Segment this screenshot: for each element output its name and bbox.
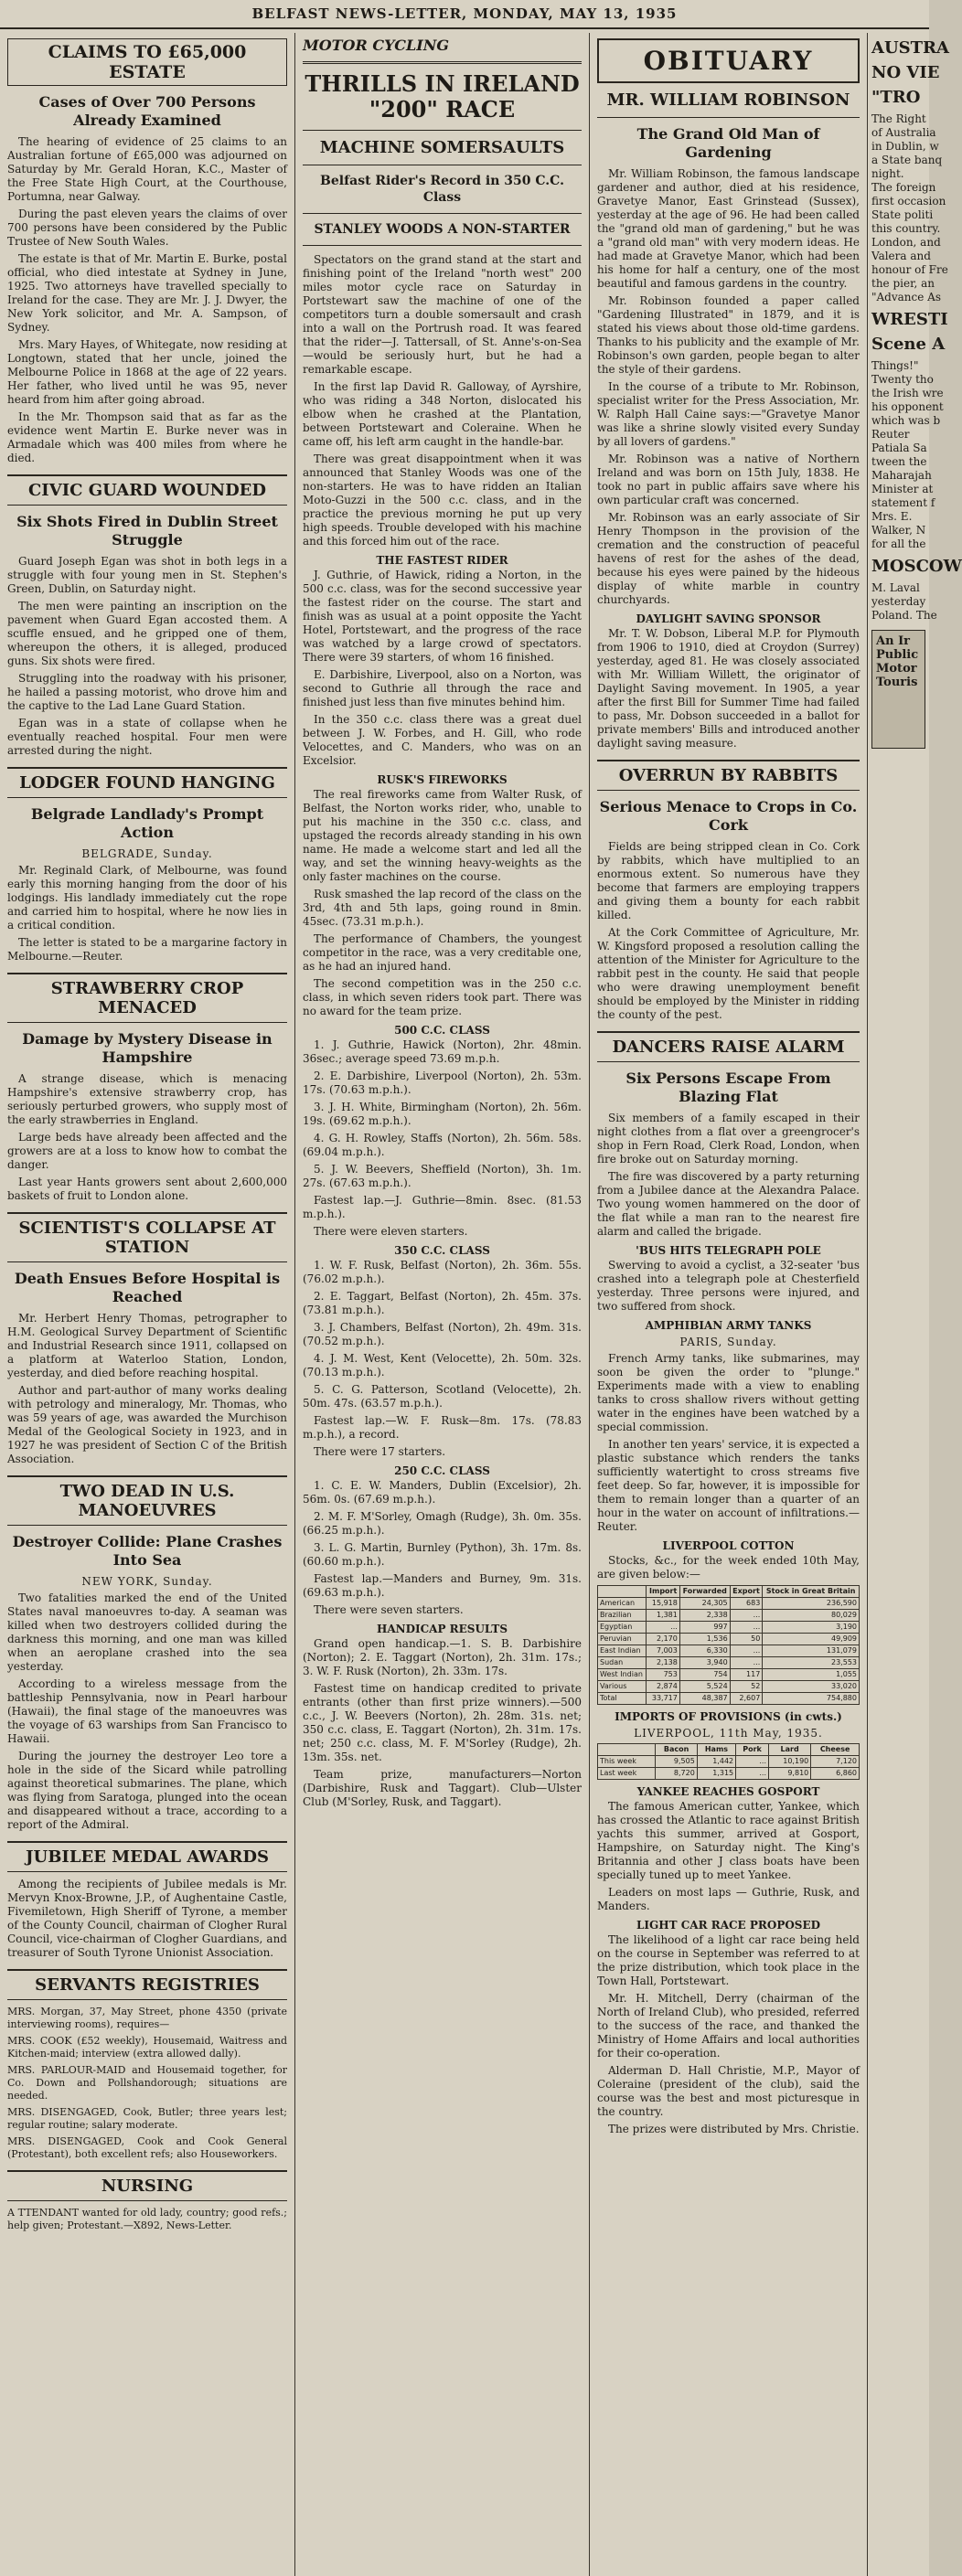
class500-result: 5. J. W. Beevers, Sheffield (Norton), 3h. 1m. 27s. (67.63 m.p.h.). [303,1163,582,1189]
column-4-text [871,581,937,623]
claims-para: During the past eleven years the claims of over 700 persons have been considered by the Public Trustee of New South Wales. [7,208,287,248]
class250-result: 3. L. G. Martin, Burnley (Python), 3h. 17m. 8s. (60.60 m.p.h.). [303,1541,582,1568]
class250-title: 250 C.C. CLASS [394,1464,490,1477]
bus-para: Swerving to avoid a cyclist, a 32-seater 'bus crashed into a telegraph pole at Chesterfield yesterday. Three persons were injured, and two suffered from shock. [597,1259,860,1313]
class350-result: Fastest lap.—W. F. Rusk—8m. 17s. (78.83 m.p.h.), a record. [303,1414,582,1441]
lightcar-title: LIGHT CAR RACE PROPOSED [636,1919,821,1932]
jubilee-para: Among the recipients of Jubilee medals is Mr. Mervyn Knox-Browne, J.P., of Aughentaine Castle, Fivemiletown, High Sheriff of Tyrone, a member of the County Council, chairman of Clogher Rural Council, vice-chairman of Clogher Guardians, and treasurer of South Tyrone Unionist Association. [7,1878,287,1959]
civic-para: The men were painting an inscription on the pavement when Guard Egan accosted them. A scuffle ensued, and he gripped one of them, whereupon the others, it is alleged, produced guns. Six shots were fired. [7,600,287,667]
fireworks-para: Rusk smashed the lap record of the class on the 3rd, 4th and 5th laps, going round in 8min. 45sec. (73.31 m.p.h.). [303,888,582,928]
table-header-row [598,1744,860,1756]
text-line: London, and [871,236,941,249]
servants-title: SERVANTS REGISTRIES [7,1969,287,2000]
text-line: The foreign [871,181,936,194]
table-header: Cheese [811,1744,860,1756]
claims-para: The hearing of evidence of 25 claims to an Australian fortune of £65,000 was adjourned on Saturday by Mr. Gerald Horan, K.C., Master of the Free State High Court, at the Courthouse, Portumna, near Galway. [7,135,287,203]
table-cell: 131,079 [763,1645,860,1657]
tanks-para: French Army tanks, like submarines, may soon be given the order to "plunge." Experiments made with a view to enabling tanks to cross shallow rivers without getting water in the engines have been watched by a special commission. [597,1352,860,1433]
civic-para: Struggling into the roadway with his prisoner, he hailed a passing motorist, who drove him and the captive to the Lad Lane Guard Station. [7,672,287,712]
text-line: honour of Fre [871,263,948,276]
class500-result: 1. J. Guthrie, Hawick (Norton), 2hr. 48min. 36sec.; average speed 73.69 m.p.h. [303,1038,582,1065]
table-cell: Peruvian [598,1634,647,1645]
class250-result: There were seven starters. [314,1603,464,1616]
divider [597,117,860,118]
table-cell: 1,055 [763,1669,860,1681]
civic-para: Egan was in a state of collapse when he eventually reached hospital. Four men were arrested during the night. [7,717,287,757]
table-cell: 1,442 [697,1756,735,1768]
text-line: Walker, N [871,524,926,537]
manoeuvres-para: During the journey the destroyer Leo tore a hole in the side of the Sicard while patrolling against theoretical submarines. The plane, which was flying from Saratoga, plunged into the ocean and disappeared without a trace, according to a report of the Admiral. [7,1750,287,1831]
wrestling-headline: WRESTI [871,310,948,329]
table-header: Lard [769,1744,811,1756]
table-header-row [598,1586,860,1598]
motor-kicker: MOTOR CYCLING [303,37,449,54]
table-header: Forwarded [679,1586,730,1598]
table-cell: 23,553 [763,1657,860,1669]
table-cell: 7,120 [811,1756,860,1768]
provisions-table [597,1743,860,1780]
tanks-title: AMPHIBIAN ARMY TANKS [645,1319,812,1332]
text-line: yesterday [871,595,926,608]
table-cell: 6,330 [679,1645,730,1657]
table-cell: 52 [730,1681,763,1693]
divider [303,245,582,246]
table-cell: 683 [730,1598,763,1610]
table-row [598,1693,860,1705]
table-cell: 24,305 [679,1598,730,1610]
tanks-dateline: PARIS, Sunday. [679,1336,777,1348]
advertisement: An Ir Public Motor Touris [871,630,925,749]
class350-result: 3. J. Chambers, Belfast (Norton), 2h. 49m. 31s. (70.52 m.p.h.). [303,1321,582,1347]
provisions-dateline: LIVERPOOL, 11th May, 1935. [634,1727,823,1740]
text-line: Minister at [871,483,934,495]
motor-subhead: Belfast Rider's Record in 350 C.C. Class [320,174,564,205]
tanks-para: In another ten years' service, it is expected a plastic substance which renders the tanks sufficiently watertight to cross streams five feet deep. So far, however, it is impossible for them to remain longer than a quarter of an hour in the water on account of infiltrations.—Reuter. [597,1438,860,1533]
table-row [598,1645,860,1657]
fastest-para: E. Darbishire, Liverpool, also on a Norton, was second to Guthrie all through the race and finished just less than five minutes behind him. [303,668,582,708]
table-row [598,1669,860,1681]
class500-result: Fastest lap.—J. Guthrie—8min. 8sec. (81.53 m.p.h.). [303,1194,582,1220]
nursing-ad: A TTENDANT wanted for old lady, country; good refs.; help given; Protestant.—X892, News-Letter. [7,2207,287,2231]
table-cell: Last week [598,1768,656,1780]
text-line: first occasion [871,195,946,208]
text-line: State politi [871,208,934,221]
lightcar-para: The prizes were distributed by Mrs. Christie. [608,2123,860,2135]
robinson-headline: The Grand Old Man of Gardening [636,125,820,161]
text-line: Reuter [871,428,910,441]
table-cell: Various [598,1681,647,1693]
text-line: in Dublin, w [871,140,939,153]
masthead: BELFAST NEWS-LETTER, MONDAY, MAY 13, 1935 [0,0,929,29]
table-row [598,1634,860,1645]
lodger-para: The letter is stated to be a margarine factory in Melbourne.—Reuter. [7,936,287,963]
table-row [598,1681,860,1693]
table-cell: 6,860 [811,1768,860,1780]
table-row [598,1598,860,1610]
text-line: Maharajah [871,469,932,482]
dancers-headline: Six Persons Escape From Blazing Flat [625,1070,831,1105]
robinson-title: MR. WILLIAM ROBINSON [606,90,850,110]
fastest-title: THE FASTEST RIDER [376,554,508,567]
table-cell: 1,381 [647,1610,679,1622]
text-line: Things!" [871,359,919,372]
table-cell: 753 [647,1669,679,1681]
table-cell: East Indian [598,1645,647,1657]
claims-headline: Cases of Over 700 Persons Already Examined [38,93,256,129]
table-header [598,1744,656,1756]
lightcar-para: Mr. H. Mitchell, Derry (chairman of the North of Ireland Club), who presided, referred to the success of the race, and thanked the Ministry of Home Affairs and local authorities for their co-operation. [597,1992,860,2060]
text-line: "Advance As [871,291,941,303]
class350-result: 4. J. M. West, Kent (Velocette), 2h. 50m. 32s. (70.13 m.p.h.). [303,1352,582,1378]
column-4-text [871,359,944,551]
text-line: this country. [871,222,941,235]
strawberry-para: Large beds have already been affected and the growers are at a loss to know how to combat the danger. [7,1131,287,1171]
fastest-para: J. Guthrie, of Hawick, riding a Norton, in the 500 c.c. class, was for the second successive year the fastest rider on the course. The start and finish was as usual at a point opposite the Yacht Hotel, Portstewart, and the progress of the race was watched by a large crowd of spectators. There were 39 starters, of whom 16 finished. [303,569,582,664]
table-cell: 80,029 [763,1610,860,1622]
class500-result: 2. E. Darbishire, Liverpool (Norton), 2h. 53m. 17s. (70.63 m.p.h.). [303,1070,582,1096]
claims-title: CLAIMS TO £65,000 ESTATE [7,38,287,86]
civic-title: CIVIC GUARD WOUNDED [7,474,287,506]
table-cell: 48,387 [679,1693,730,1705]
fireworks-title: RUSK'S FIREWORKS [377,773,508,786]
column-1 [0,33,294,2576]
claims-para: Mrs. Mary Hayes, of Whitegate, now residing at Longtown, stated that her uncle, joined the Melbourne Police in 1868 at the age of 22 years. Her father, who lived until he was 95, never heard from him after going abroad. [7,338,287,406]
dancers-para: The fire was discovered by a party returning from a Jubilee dance at the Alexandra Palace. Two young women hammered on the door of the flat while a man ran to the nearest fire alarm and called the brigade. [597,1170,860,1238]
table-cell: 117 [730,1669,763,1681]
provisions-title: IMPORTS OF PROVISIONS (in cwts.) [615,1710,842,1723]
moscow-headline: MOSCOW [871,557,962,576]
table-cell: ... [736,1768,769,1780]
class500-title: 500 C.C. CLASS [394,1024,490,1037]
column-4 [867,33,962,2576]
text-line: a State banq [871,154,943,166]
robinson-para: Mr. Robinson founded a paper called "Gardening Illustrated" in 1879, and it is stated his views about those old-time gardens. Thanks to his publicity and the example of Mr. Robinson's own garden, people began to alter the style of their gardens. [597,294,860,376]
rabbits-para: Fields are being stripped clean in Co. Cork by rabbits, which have multiplied to an enormous extent. So numerous have they become that farmers are employing trappers and giving them a bounty for each rabbit killed. [597,840,860,921]
strawberry-para: A strange disease, which is menacing Hampshire's extensive strawberry crop, has seriously perturbed growers, who supply most of the early strawberries in England. [7,1072,287,1126]
servants-ad: MRS. DISENGAGED, Cook and Cook General (Protestant), both excellent refs; also Houseworkers. [7,2135,287,2160]
column-2 [294,33,589,2576]
text-line: Patiala Sa [871,442,927,454]
divider [303,213,582,214]
table-row [598,1756,860,1768]
class500-result: There were eleven starters. [314,1225,468,1238]
motor-headline: THRILLS IN IRELAND "200" RACE [305,70,580,122]
divider [303,130,582,131]
strawberry-para: Last year Hants growers sent about 2,600,000 baskets of fruit to London alone. [7,1176,287,1202]
strawberry-headline: Damage by Mystery Disease in Hampshire [22,1030,273,1066]
handicap-para: Team prize, manufacturers—Norton (Darbishire, Rusk and Taggart). Club—Ulster Club (M'Sorley, Rusk, and Taggart). [303,1768,582,1808]
table-cell: 1,536 [679,1634,730,1645]
table-cell: 33,717 [647,1693,679,1705]
table-row [598,1657,860,1669]
class500-result: 4. G. H. Rowley, Staffs (Norton), 2h. 56m. 58s. (69.04 m.p.h.). [303,1132,582,1158]
handicap-para: Fastest time on handicap credited to private entrants (other than first prize winners).—500 c.c., J. W. Beevers (Norton), 2h. 28m. 31s. net; 350 c.c. class, E. Taggart (Norton), 2h. 31m. 17s. net; 250 c.c. class, M. F. M'Sorley (Rudge), 2h. 13m. 35s. net. [303,1682,582,1763]
text-line: of Australia [871,126,936,139]
text-line: statement f [871,496,935,509]
table-cell: 754,880 [763,1693,860,1705]
class250-result: Fastest lap.—Manders and Burney, 9m. 31s. (69.63 m.p.h.). [303,1572,582,1599]
motor-subhead: MACHINE SOMERSAULTS [319,138,565,157]
table-cell: 3,190 [763,1622,860,1634]
scientist-headline: Death Ensues Before Hospital is Reached [14,1270,281,1305]
table-cell: 997 [679,1622,730,1634]
robinson-para: Mr. William Robinson, the famous landscape gardener and author, died at his residence, Gravetye Manor, East Grinstead (Sussex), yesterday at the age of 96. He had been called the "grand old man of gardening," but he was a "grand old man" with very modern ideas. He had made at Gravetye Manor, which had been his home for half a century, one of the most beautiful and famous gardens in the country. [597,167,860,290]
dst-para: Mr. T. W. Dobson, Liberal M.P. for Plymouth from 1906 to 1910, died at Croydon (Surrey) yesterday, aged 81. He was closely associated with Mr. William Willett, the originator of Daylight Saving movement. In 1905, a year after the first Bill for Summer Time had failed to pass, Mr. Dobson succeeded in a ballot for private members' Bills and introduced another daylight saving measure. [597,627,860,750]
dancers-title: DANCERS RAISE ALARM [597,1031,860,1062]
handicap-para: Grand open handicap.—1. S. B. Darbishire (Norton); 2. E. Taggart (Norton), 2h. 31m. 17s.; 3. W. F. Rusk (Norton), 2h. 33m. 17s. [303,1637,582,1677]
text-line: the Irish wre [871,387,944,399]
table-header: Import [647,1586,679,1598]
class350-result: 1. W. F. Rusk, Belfast (Norton), 2h. 36m. 55s. (76.02 m.p.h.). [303,1259,582,1285]
table-cell: Total [598,1693,647,1705]
scientist-para: Author and part-author of many works dealing with petrology and mineralogy, Mr. Thomas, who was 59 years of age, was awarded the Murchison Medal of the Geological Society in 1923, and in 1927 he was president of Section C of the British Association. [7,1384,287,1465]
table-cell: Sudan [598,1657,647,1669]
rabbits-headline: Serious Menace to Crops in Co. Cork [599,798,858,834]
table-cell: ... [730,1622,763,1634]
table-cell: ... [736,1756,769,1768]
table-cell: 5,524 [679,1681,730,1693]
dancers-para: Six members of a family escaped in their night clothes from a flat over a greengrocer's shop in Fern Road, Clerk Road, London, when fire broke out on Saturday morning. [597,1112,860,1166]
servants-ad: MRS. Morgan, 37, May Street, phone 4350 (private interviewing rooms), requires— [7,2006,287,2030]
scientist-para: Mr. Herbert Henry Thomas, petrographer to H.M. Geological Survey Department of Scientific and Industrial Research since 1911, collapsed on a platform at Waterloo Station, London, yesterday, and died before reaching hospital. [7,1312,287,1379]
table-cell: West Indian [598,1669,647,1681]
dst-title: DAYLIGHT SAVING SPONSOR [636,612,821,625]
text-line: The Right [871,112,926,125]
column-4-text [871,112,948,304]
leaders-line: Leaders on most laps — Guthrie, Rusk, and Manders. [597,1886,860,1912]
motor-para: There was great disappointment when it was announced that Stanley Woods was one of the non-starters. He was to have ridden an Italian Moto-Guzzi in the 500 c.c. class, and in the practice the previous morning he put up very high speeds. Trouble developed with his machine and this forced him out of the race. [303,452,582,548]
robinson-para: Mr. Robinson was a native of Northern Ireland and was born on 15th July, 1838. He took no part in public affairs save where his own particular craft was concerned. [597,452,860,506]
table-cell: 236,590 [763,1598,860,1610]
nursing-title: NURSING [7,2170,287,2201]
table-cell: American [598,1598,647,1610]
fastest-para: In the 350 c.c. class there was a great duel between J. W. Forbes, and H. Gill, who rode Velocettes, and C. Manders, who was on an Excelsior. [303,713,582,767]
table-cell: Egyptian [598,1622,647,1634]
class250-result: 2. M. F. M'Sorley, Omagh (Rudge), 3h. 0m. 35s. (66.25 m.p.h.). [303,1510,582,1537]
servants-ad: MRS. PARLOUR-MAID and Housemaid together, for Co. Down and Pollshandorough; situations are needed. [7,2064,287,2102]
strawberry-title: STRAWBERRY CROP MENACED [7,973,287,1023]
table-cell: 50 [730,1634,763,1645]
class350-result: 5. C. G. Patterson, Scotland (Velocette), 2h. 50m. 47s. (63.57 m.p.h.). [303,1383,582,1410]
text-line: Valera and [871,250,931,262]
table-cell: This week [598,1756,656,1768]
manoeuvres-para: According to a wireless message from the battleship Pennsylvania, now in Pearl harbour (Hawaii), the final stage of the manoeuvres was the voyage of 63 warships from San Francisco to Hawaii. [7,1677,287,1745]
text-line: Poland. The [871,609,937,622]
handicap-title: HANDICAP RESULTS [376,1623,508,1635]
civic-para: Guard Joseph Egan was shot in both legs in a struggle with four young men in St. Stephen's Green, Dublin, on Saturday night. [7,555,287,595]
motor-para: In the first lap David R. Galloway, of Ayrshire, who was riding a 348 Norton, dislocated his elbow when he crashed at the Plantation, between Portstewart and Coleraine. When he came off, his left arm caught in the handle-bar. [303,380,582,448]
table-cell: 49,909 [763,1634,860,1645]
yankee-para: The famous American cutter, Yankee, which has crossed the Atlantic to race against British yachts this summer, arrived at Gosport, Hampshire, on Saturday night. The King's Britannia and other J class boats have been specially tuned up to meet Yankee. [597,1800,860,1881]
table-header: Pork [736,1744,769,1756]
table-header [598,1586,647,1598]
trouble-headline: "TRO [871,88,921,107]
table-header: Export [730,1586,763,1598]
class250-result: 1. C. E. W. Manders, Dublin (Excelsior), 2h. 56m. 0s. (67.69 m.p.h.). [303,1479,582,1506]
text-line: for all the [871,538,926,550]
table-header: Bacon [656,1744,697,1756]
motor-subhead: STANLEY WOODS A NON-STARTER [314,222,571,237]
rabbits-para: At the Cork Committee of Agriculture, Mr. W. Kingsford proposed a resolution calling the attention of the Minister for Agriculture to the rabbit pest in the county. He said that people who were drawing unemployment benefit should be employed by the Minister in ridding the county of the pest. [597,926,860,1021]
motor-para: Spectators on the grand stand at the start and finishing point of the Ireland "north west" 200 miles motor cycle race on Saturday in Portstewart saw the machine of one of the competitors turn a double somersault and crash into a wall on the Portrush road. It was feared that the rider—J. Tattersall, of St. Anne's-on-Sea—would be seriously hurt, but he had a remarkable escape. [303,253,582,376]
text-line: tween the [871,455,927,468]
class350-result: There were 17 starters. [314,1445,446,1458]
manoeuvres-title: TWO DEAD IN U.S. MANOEUVRES [7,1475,287,1526]
table-cell: 9,505 [656,1756,697,1768]
table-cell: 8,720 [656,1768,697,1780]
table-cell: 2,874 [647,1681,679,1693]
class350-title: 350 C.C. CLASS [394,1244,490,1257]
text-line: the pier, an [871,277,935,290]
civic-headline: Six Shots Fired in Dublin Street Struggle [16,513,278,548]
table-cell: 3,940 [679,1657,730,1669]
bus-title: 'BUS HITS TELEGRAPH POLE [636,1244,821,1257]
lodger-dateline: BELGRADE, Sunday. [81,847,213,860]
obituary-title: OBITUARY [597,38,860,83]
cotton-table [597,1585,860,1705]
text-line: Twenty tho [871,373,934,386]
jubilee-title: JUBILEE MEDAL AWARDS [7,1841,287,1872]
table-cell: 9,810 [769,1768,811,1780]
table-cell: 754 [679,1669,730,1681]
robinson-para: In the course of a tribute to Mr. Robinson, specialist writer for the Press Association, Mr. W. Ralph Hall Caine says:—"Gravetye Manor was like a shrine slowly visited every Sunday by all lovers of gardens." [597,380,860,448]
cotton-title: LIVERPOOL COTTON [662,1539,795,1552]
lodger-para: Mr. Reginald Clark, of Melbourne, was found early this morning hanging from the door of his lodgings. His landlady immediately cut the rope and carried him to hospital, where he now lies in a critical condition. [7,864,287,931]
robinson-para: Mr. Robinson was an early associate of Sir Henry Thompson in the provision of the cremation and the construction of peaceful havens of rest for the ashes of the dead, because his eyes were pained by the hideous display of white marble in country churchyards. [597,511,860,606]
yankee-title: YANKEE REACHES GOSPORT [636,1785,820,1798]
table-cell: 10,190 [769,1756,811,1768]
scientist-title: SCIENTIST'S COLLAPSE AT STATION [7,1212,287,1262]
rabbits-title: OVERRUN BY RABBITS [597,760,860,791]
wrestling-subhead: Scene A [871,335,946,354]
table-cell: 33,020 [763,1681,860,1693]
text-line: M. Laval [871,581,920,594]
claims-para: The estate is that of Mr. Martin E. Burke, postal official, who died intestate at Sydney in June, 1925. Two attorneys have travelled specially to Ireland for the case. They are Mr. J. J. Dwyer, the New York solicitor, and Mr. A. Sampson, of Sydney. [7,252,287,334]
table-cell: ... [730,1645,763,1657]
table-cell: 2,607 [730,1693,763,1705]
text-line: Mrs. E. [871,510,913,523]
table-row [598,1610,860,1622]
claims-para: In the Mr. Thompson said that as far as the evidence went Martin E. Burke never was in Armadale which was 400 miles from where he died. [7,410,287,464]
fireworks-para: The real fireworks came from Walter Rusk, of Belfast, the Norton works rider, who, unable to put his machine in the 350 c.c. class, and upstaged the records already standing in his own name. He made a welcome start and led all the way, and set the winning heavy-weights as the only faster machines on the course. [303,788,582,883]
lightcar-para: Alderman D. Hall Christie, M.P., Mayor of Coleraine (president of the club), said the course was the best and most picturesque in the country. [597,2064,860,2118]
table-cell: Brazilian [598,1610,647,1622]
servants-ad: MRS. DISENGAGED, Cook, Butler; three years lest; regular routine; salary moderate. [7,2106,287,2131]
class350-result: 2. E. Taggart, Belfast (Norton), 2h. 45m. 37s. (73.81 m.p.h.). [303,1290,582,1316]
servants-ad: MRS. COOK (£52 weekly), Housemaid, Waitress and Kitchen-maid; interview (extra allowed dally). [7,2035,287,2060]
lightcar-para: The likelihood of a light car race being held on the course in September was referred to at the prize distribution, which took place in the Town Hall, Portstewart. [597,1933,860,1987]
table-row [598,1622,860,1634]
australia-subhead: NO VIE [871,63,940,82]
table-header: Stock in Great Britain [763,1586,860,1598]
table-row [598,1768,860,1780]
manoeuvres-headline: Destroyer Collide: Plane Crashes Into Sea [12,1533,283,1569]
table-cell: 15,918 [647,1598,679,1610]
table-cell: ... [730,1657,763,1669]
class500-result: 3. J. H. White, Birmingham (Norton), 2h. 56m. 19s. (69.62 m.p.h.). [303,1101,582,1127]
cotton-intro: Stocks, &c., for the week ended 10th May, are given below:— [597,1554,860,1581]
text-line: his opponent [871,400,944,413]
table-cell: 7,003 [647,1645,679,1657]
table-cell: ... [730,1610,763,1622]
text-line: which was b [871,414,941,427]
fireworks-para: The second competition was in the 250 c.c. class, in which seven riders took part. There was no award for the team prize. [303,977,582,1017]
table-header: Hams [697,1744,735,1756]
lodger-title: LODGER FOUND HANGING [7,767,287,798]
table-cell: 2,338 [679,1610,730,1622]
table-cell: 1,315 [697,1768,735,1780]
lodger-headline: Belgrade Landlady's Prompt Action [30,805,264,841]
manoeuvres-dateline: NEW YORK, Sunday. [81,1575,213,1588]
table-cell: 2,170 [647,1634,679,1645]
manoeuvres-para: Two fatalities marked the end of the United States naval manoeuvres to-day. A seaman was killed when two destroyers collided during the darkness this morning, and one man was killed when an aeroplane crashed into the sea yesterday. [7,1591,287,1673]
fireworks-para: The performance of Chambers, the youngest competitor in the race, was a very creditable one, as he had an injured hand. [303,932,582,973]
text-line: night. [871,167,904,180]
table-cell: ... [647,1622,679,1634]
divider [303,61,582,64]
column-3 [589,33,867,2576]
australia-headline: AUSTRA [871,38,949,58]
table-cell: 2,138 [647,1657,679,1669]
